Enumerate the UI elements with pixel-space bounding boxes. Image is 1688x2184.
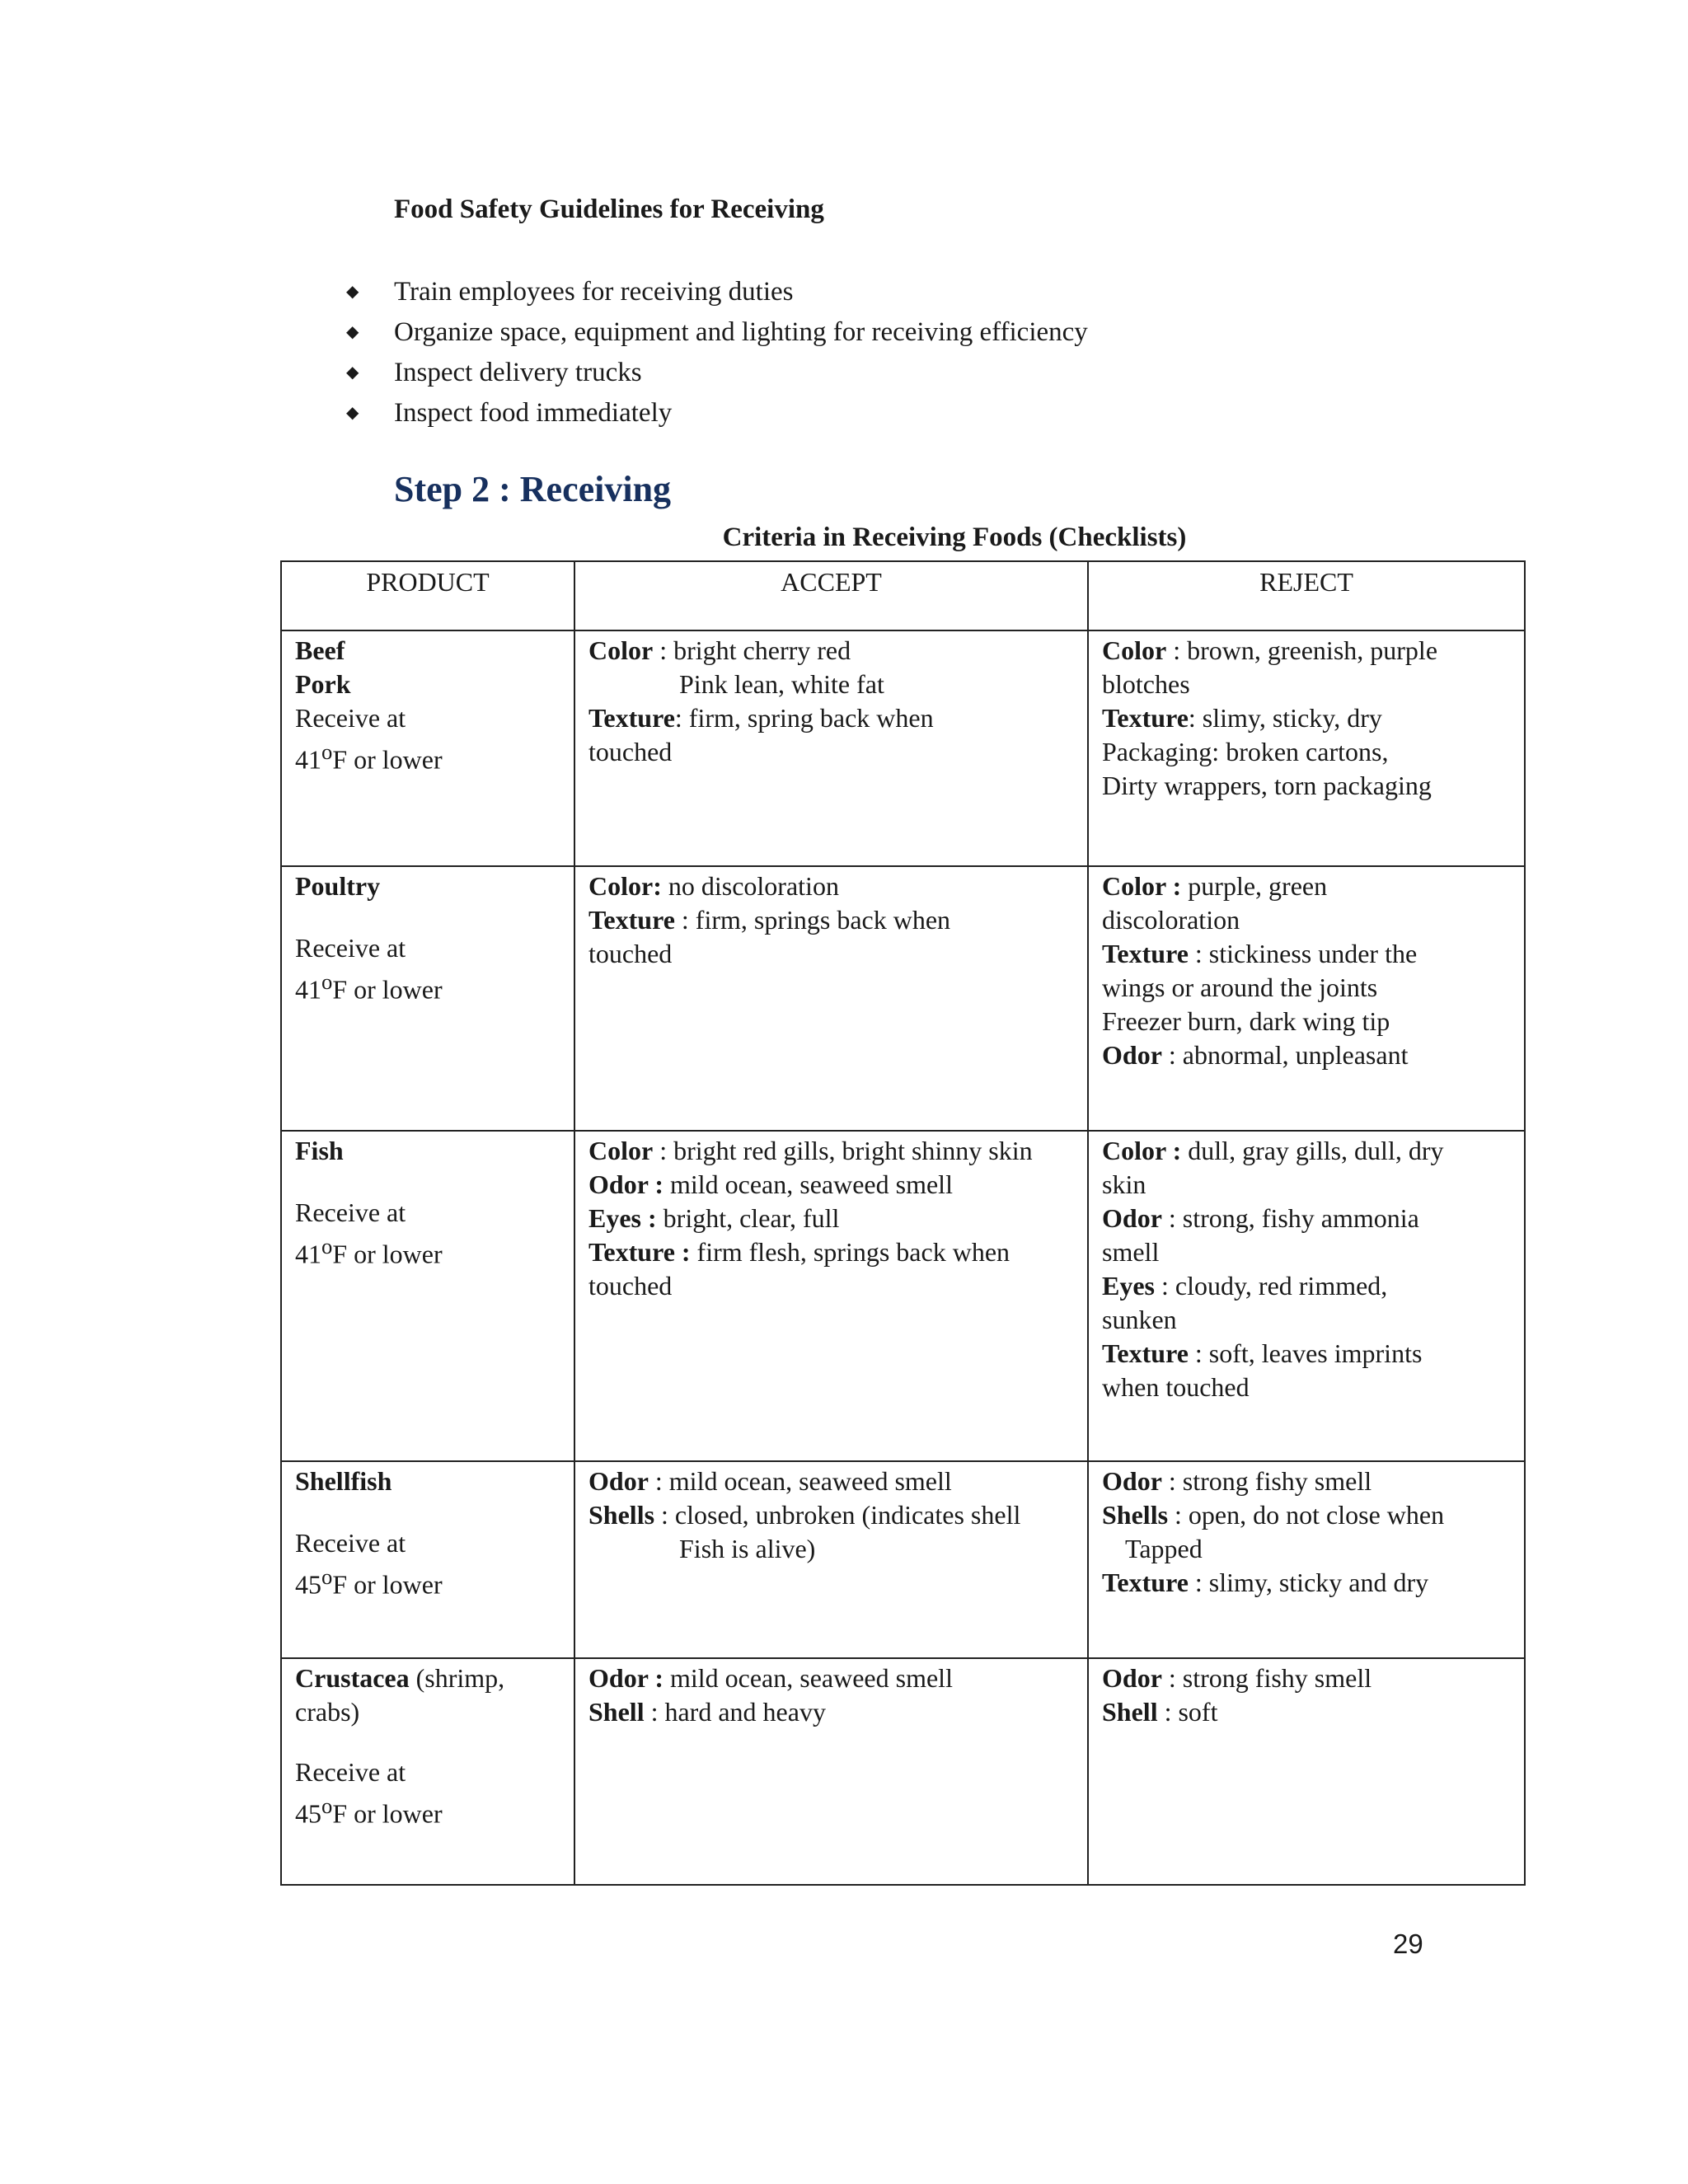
list-item-text: Train employees for receiving duties [394, 277, 794, 307]
product-name: Shellfish [295, 1466, 392, 1496]
list-item [338, 312, 1088, 353]
accept-cell: Odor : mild ocean, seaweed smell Shell : hard and heavy [574, 1658, 1088, 1885]
diamond-bullet-icon: ◆ [346, 283, 359, 301]
header-accept: ACCEPT [574, 561, 1088, 630]
receiving-criteria-table [280, 560, 1526, 1886]
table-row [281, 1461, 1525, 1658]
receive-label: Receive at [295, 1528, 406, 1558]
table-header-row [281, 561, 1525, 630]
product-name: Crustacea (shrimp, [295, 1663, 505, 1693]
receive-temperature: 45$^o$F or lower [295, 1564, 443, 1600]
list-item-text: Inspect delivery trucks [394, 358, 642, 387]
receive-label: Receive at [295, 1757, 406, 1787]
guideline-list [338, 272, 1088, 434]
product-cell: Crustacea (shrimp, crabs) Receive at 45$^o$F or lower [281, 1658, 574, 1885]
product-cell [281, 866, 574, 1131]
receive-temperature: 41$^o$F or lower [295, 739, 443, 775]
list-item [338, 353, 1088, 393]
table-row [281, 630, 1525, 866]
reject-cell: Color : brown, greenish, purple blotches Texture: slimy, sticky, dry Packaging: broken cartons, Dirty wrappers, torn packaging [1088, 630, 1525, 866]
receive-label: Receive at [295, 933, 406, 963]
product-name: Poultry [295, 871, 381, 901]
reject-cell: Color : dull, gray gills, dull, dry skin Odor : strong, fishy ammonia smell Eyes : cloudy, red rimmed, sunken Texture : soft, leaves imprints when touched [1088, 1131, 1525, 1461]
product-cell [281, 1461, 574, 1658]
list-item-text: Organize space, equipment and lighting for receiving efficiency [394, 317, 1088, 347]
product-name: Fish [295, 1136, 344, 1165]
table-row [281, 1658, 1525, 1885]
receive-label: Receive at [295, 1197, 406, 1227]
accept-cell: Odor : mild ocean, seaweed smell Shells : closed, unbroken (indicates shell Fish is alive) [574, 1461, 1088, 1658]
product-name: Pork [295, 669, 351, 699]
product-name: Beef [295, 635, 345, 665]
header-reject: REJECT [1088, 561, 1525, 630]
table-row [281, 866, 1525, 1131]
receive-temperature: 41$^o$F or lower [295, 969, 443, 1005]
receive-temperature: 45$^o$F or lower [295, 1793, 443, 1829]
reject-cell: Odor : strong fishy smell Shells : open, do not close when Tapped Texture : slimy, sticky and dry [1088, 1461, 1525, 1658]
step-title: Step 2 : Receiving [394, 469, 672, 509]
product-cell [281, 1131, 574, 1461]
page-heading: Food Safety Guidelines for Receiving [394, 194, 824, 224]
list-item [338, 272, 1088, 312]
list-item-text: Inspect food immediately [394, 398, 673, 428]
header-product: PRODUCT [281, 561, 574, 630]
table-row [281, 1131, 1525, 1461]
receive-label: Receive at [295, 703, 406, 733]
diamond-bullet-icon: ◆ [346, 404, 359, 422]
reject-cell: Odor : strong fishy smell Shell : soft [1088, 1658, 1525, 1885]
page-number: 29 [1393, 1929, 1423, 1959]
table-caption: Criteria in Receiving Foods (Checklists) [722, 523, 1187, 552]
accept-cell: Color: no discoloration Texture : firm, springs back when touched [574, 866, 1088, 1131]
reject-cell: Color : purple, green discoloration Texture : stickiness under the wings or around the joints Freezer burn, dark wing tip Odor : abnormal, unpleasant [1088, 866, 1525, 1131]
diamond-bullet-icon: ◆ [346, 363, 359, 382]
accept-cell: Color : bright red gills, bright shinny skin Odor : mild ocean, seaweed smell Eyes : bright, clear, full Texture : firm flesh, springs back when touched [574, 1131, 1088, 1461]
product-cell [281, 630, 574, 866]
list-item [338, 393, 1088, 434]
accept-cell: Color : bright cherry red Pink lean, white fat Texture: firm, spring back when touched [574, 630, 1088, 866]
diamond-bullet-icon: ◆ [346, 323, 359, 341]
receive-temperature: 41$^o$F or lower [295, 1234, 443, 1269]
